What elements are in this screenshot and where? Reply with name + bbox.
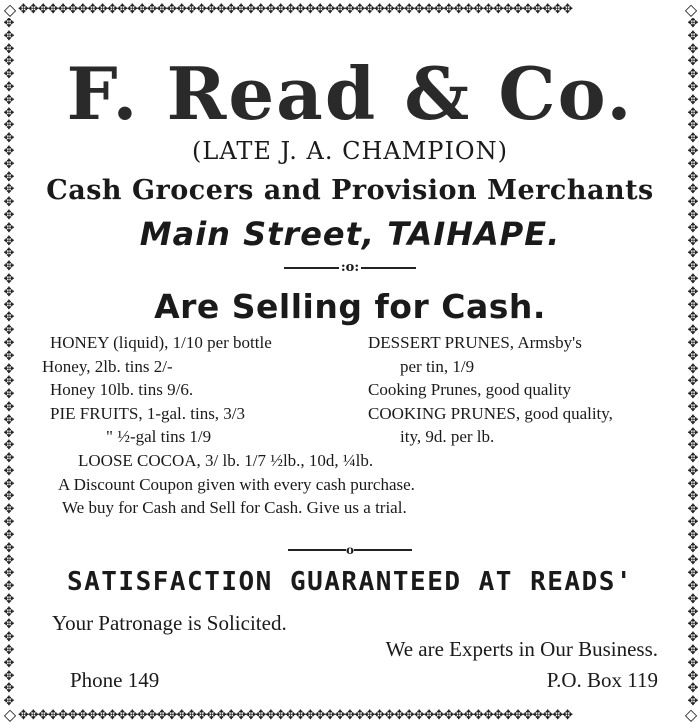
business-address: Main Street, TAIHAPE. <box>139 215 561 253</box>
experts-text: We are Experts in Our Business. <box>385 637 658 661</box>
business-name: F. Read & Co. <box>66 51 634 136</box>
price-row <box>50 425 670 449</box>
trial-line: We buy for Cash and Sell for Cash. Give us a trial. <box>62 498 407 517</box>
divider-mark: :o: <box>340 260 360 275</box>
price-item-right: DESSERT PRUNES, Armsby's <box>368 333 582 352</box>
price-item-left: HONEY (liquid), 1/10 per bottle <box>50 333 272 352</box>
coupon-line: A Discount Coupon given with every cash purchase. <box>58 475 415 494</box>
corner-ornament-icon: ◇ <box>684 0 698 19</box>
divider-mark: o <box>345 542 354 557</box>
corner-ornament-icon: ◇ <box>684 705 698 724</box>
price-item-left: " ½-gal tins 1/9 <box>106 427 212 446</box>
headline: Are Selling for Cash. <box>154 287 546 326</box>
phone-number: Phone 149 <box>70 668 160 692</box>
patronage-text: Your Patronage is Solicited. <box>52 611 287 635</box>
price-row <box>42 355 670 379</box>
business-description: Cash Grocers and Provision Merchants <box>46 175 654 206</box>
ornamental-border-top: ✥✥✥✥✥✥✥✥✥✥✥✥✥✥✥✥✥✥✥✥✥✥✥✥✥✥✥✥✥✥✥✥✥✥✥✥✥✥✥✥✥✥✥✥✥✥✥✥✥✥✥✥✥✥✥✥ <box>18 2 572 17</box>
price-item-right: per tin, 1/9 <box>400 356 475 376</box>
price-item-right: ity, 9d. per lb. <box>400 427 495 446</box>
ornamental-border-left: ✥✥✥✥✥✥✥✥✥✥✥✥✥✥✥✥✥✥✥✥✥✥✥✥✥✥✥✥✥✥✥✥✥✥✥✥✥✥✥✥✥✥✥✥✥✥✥✥✥✥✥✥✥✥ <box>3 18 15 706</box>
ornamental-border-right: ✥✥✥✥✥✥✥✥✥✥✥✥✥✥✥✥✥✥✥✥✥✥✥✥✥✥✥✥✥✥✥✥✥✥✥✥✥✥✥✥✥✥✥✥✥✥✥✥✥✥✥✥✥✥ <box>687 18 699 706</box>
price-item-right: Cooking Prunes, good quality <box>368 380 572 399</box>
price-row <box>50 331 670 355</box>
price-item-left: PIE FRUITS, 1-gal. tins, 3/3 <box>50 403 246 423</box>
price-item-right: COOKING PRUNES, good quality, <box>368 403 613 423</box>
po-box: P.O. Box 119 <box>546 668 658 692</box>
former-owner: (LATE J. A. CHAMPION) <box>192 137 508 165</box>
price-item-left: Honey, 2lb. tins 2/- <box>42 356 173 376</box>
corner-ornament-icon: ◇ <box>3 705 17 724</box>
divider-rule <box>30 260 670 277</box>
price-row <box>50 378 670 402</box>
price-list <box>42 331 670 449</box>
ad-body <box>30 24 670 696</box>
price-item-left: Honey 10lb. tins 9/6. <box>50 380 194 399</box>
cocoa-line: LOOSE COCOA, 3/ lb. 1/7 ½lb., 10d, ¼lb. <box>78 451 374 470</box>
guarantee-slogan: SATISFACTION GUARANTEED AT READS' <box>66 567 634 597</box>
corner-ornament-icon: ◇ <box>3 0 17 19</box>
ornamental-border-bottom: ✥✥✥✥✥✥✥✥✥✥✥✥✥✥✥✥✥✥✥✥✥✥✥✥✥✥✥✥✥✥✥✥✥✥✥✥✥✥✥✥✥✥✥✥✥✥✥✥✥✥✥✥✥✥✥✥ <box>18 708 572 723</box>
price-row <box>50 402 670 426</box>
divider-rule <box>30 542 670 557</box>
